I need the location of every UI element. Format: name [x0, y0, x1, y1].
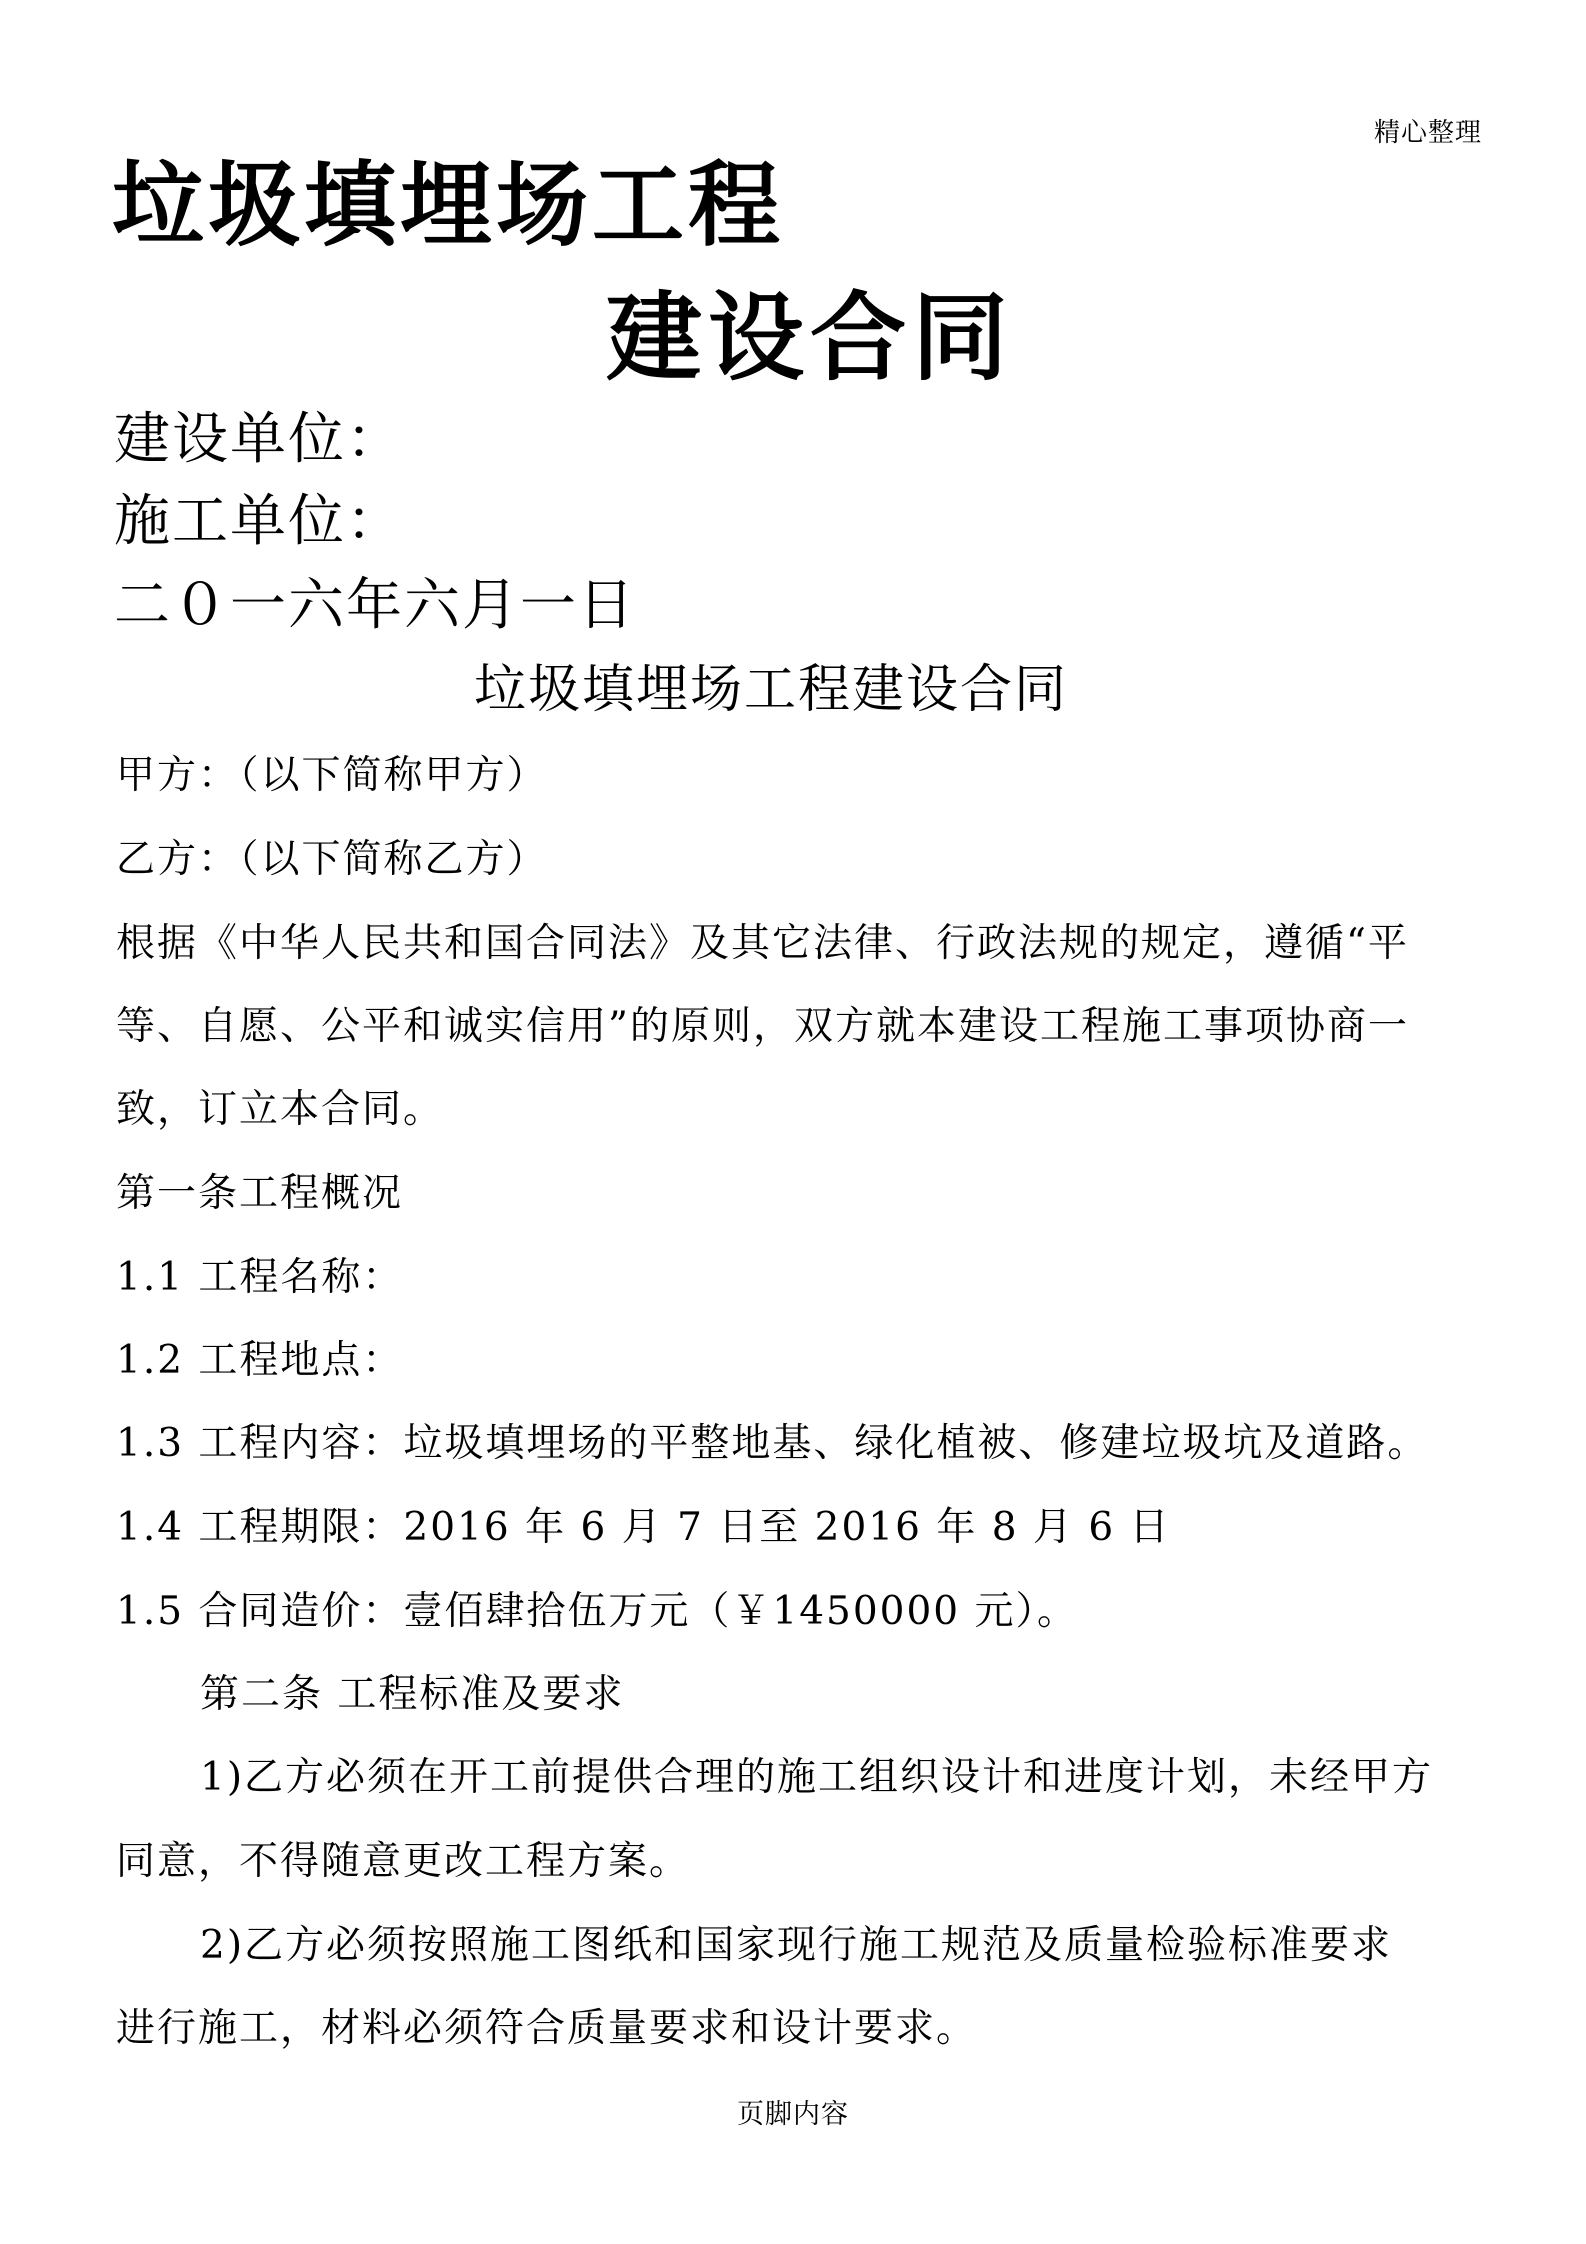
cover-date: 二０一六年六月一日 — [114, 573, 636, 638]
article-1-heading: 第一条工程概况 — [116, 1171, 404, 1216]
contractor-label: 施工单位： — [114, 489, 404, 554]
article-2-clause-1-line: 1)乙方必须在开工前提供合理的施工组织设计和进度计划，未经甲方 — [200, 1755, 1434, 1800]
article-1-item: 1.2 工程地点： — [116, 1338, 404, 1383]
article-2-clause-1-line: 同意，不得随意更改工程方案。 — [116, 1839, 691, 1884]
article-1-item: 1.4 工程期限：2016 年 6 月 7 日至 2016 年 8 月 6 日 — [116, 1505, 1171, 1550]
contract-title: 垃圾填埋场工程建设合同 — [474, 660, 1069, 720]
article-1-item: 1.1 工程名称： — [116, 1255, 404, 1300]
preamble-line: 等、自愿、公平和诚实信用”的原则，双方就本建设工程施工事项协商一 — [116, 1004, 1409, 1049]
header-note: 精心整理 — [1373, 118, 1482, 148]
footer-note: 页脚内容 — [737, 2099, 849, 2130]
cover-title-line-2: 建设合同 — [606, 282, 1014, 394]
article-2-heading: 第二条 工程标准及要求 — [200, 1672, 625, 1717]
article-1-item: 1.3 工程内容：垃圾填埋场的平整地基、绿化植被、修建垃圾坑及道路。 — [116, 1421, 1429, 1466]
article-1-item: 1.5 合同造价：壹佰肆拾伍万元（￥1450000 元）。 — [116, 1589, 1079, 1634]
article-2-clause-2-line: 进行施工，材料必须符合质量要求和设计要求。 — [116, 2006, 978, 2051]
preamble-line: 致，订立本合同。 — [116, 1087, 445, 1132]
builder-label: 建设单位： — [114, 407, 404, 472]
party-a: 甲方：（以下简称甲方） — [116, 753, 548, 798]
cover-title-line-1: 垃圾填埋场工程 — [112, 152, 785, 259]
party-b: 乙方：（以下简称乙方） — [116, 837, 548, 882]
preamble-line: 根据《中华人民共和国合同法》及其它法律、行政法规的规定，遵循“平 — [116, 921, 1409, 966]
article-2-clause-2-line: 2)乙方必须按照施工图纸和国家现行施工规范及质量检验标准要求 — [200, 1923, 1393, 1968]
